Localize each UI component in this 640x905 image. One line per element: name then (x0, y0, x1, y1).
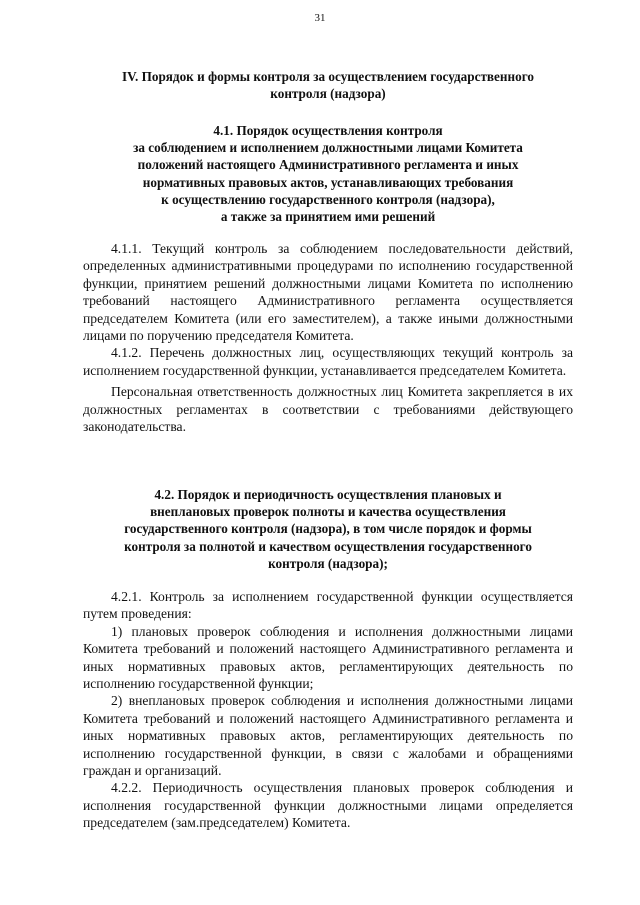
subsection-4-2-body (83, 588, 573, 832)
subsection-4-2-heading (83, 486, 573, 572)
heading-line: к осуществлению государственного контроля (надзора), (161, 191, 495, 207)
heading-line: внеплановых проверок полноты и качества осуществления (150, 504, 506, 520)
heading-line: 4.1. Порядок осуществления контроля (213, 123, 443, 138)
paragraph-4-1-1: 4.1.1. Текущий контроль за соблюдением последовательности действий, определенных административными процедурами по исполнению государственной функции, принятием решений должностными лицами Комитета по исполнению требований настоящего Административного регламента осуществляется председателем Комитета (или его заместителем), а также иными должностными лицами по поручению председателя Комитета. (83, 241, 573, 344)
heading-line: 4.2. Порядок и периодичность осуществления плановых и (154, 487, 502, 502)
section-title-line: IV. Порядок и формы контроля за осуществлением государственного (122, 69, 534, 84)
paragraph-4-2-1: 4.2.1. Контроль за исполнением государственной функции осуществляется путем проведения: (83, 589, 573, 622)
page-number: 31 (314, 12, 326, 24)
heading-line: государственного контроля (надзора), в том числе порядок и формы (124, 521, 532, 537)
paragraph-4-1-2: 4.1.2. Перечень должностных лиц, осуществляющих текущий контроль за исполнением государственной функции, устанавливается председателем Комитета. (83, 345, 573, 378)
heading-line: за соблюдением и исполнением должностными лицами Комитета (133, 140, 523, 156)
subsection-4-1-body (83, 240, 573, 435)
heading-line: нормативных правовых актов, устанавливающих требования (142, 174, 514, 190)
paragraph-4-2-2: 4.2.2. Периодичность осуществления плановых проверок соблюдения и исполнения государственной функции должностными лицами определяется председателем (зам.председателем) Комитета. (83, 780, 573, 831)
heading-line: положений настоящего Административного регламента и иных (137, 157, 519, 173)
heading-line: а также за принятием ими решений (220, 209, 436, 225)
heading-line: контроля за полнотой и качеством осуществления государственного (124, 538, 532, 554)
paragraph-responsibility: Персональная ответственность должностных лиц Комитета закрепляется в их должностных регламентах в соответствии с требованиями действующего законодательства. (83, 384, 573, 435)
paragraph-planned-checks: 1) плановых проверок соблюдения и исполнения должностными лицами Комитета требований и положений настоящего Административного регламента и иных нормативных правовых актов, регламентирующих деятельность по исполнению государственной функции; (83, 623, 573, 692)
section-title-line: контроля (надзора) (270, 86, 386, 102)
section-title (83, 68, 573, 102)
heading-line: контроля (надзора); (268, 555, 388, 571)
paragraph-unplanned-checks: 2) внеплановых проверок соблюдения и исполнения должностными лицами Комитета требований и положений настоящего Административного регламента и иных нормативных правовых актов, регламентирующих деятельность по исполнению государственной функции, в связи с жалобами и обращениями граждан и организаций. (83, 693, 573, 779)
subsection-4-1-heading (83, 122, 573, 225)
